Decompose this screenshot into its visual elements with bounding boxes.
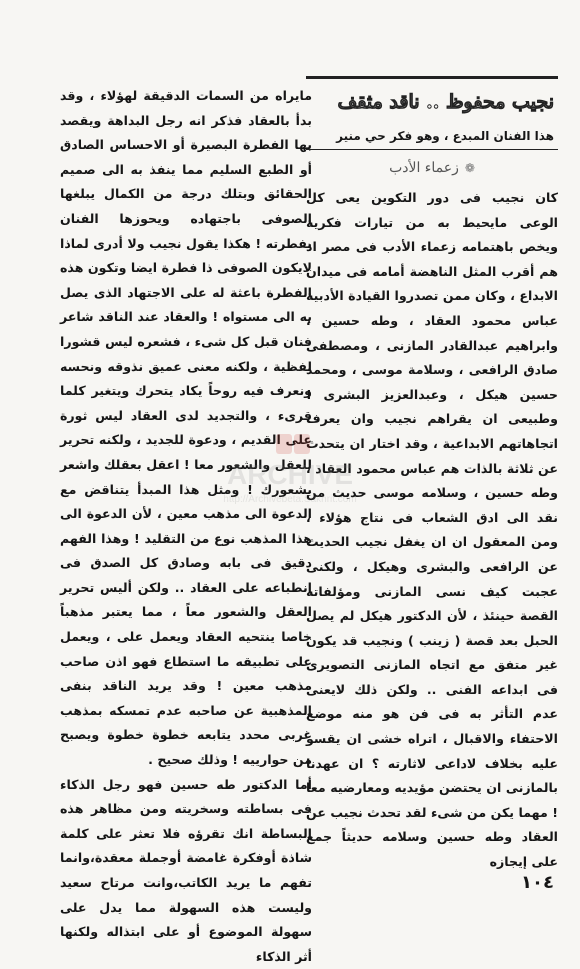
right-column <box>306 76 558 875</box>
article-header <box>306 76 558 150</box>
section-heading <box>306 160 558 176</box>
watermark-text: ARCHIVE <box>226 459 354 490</box>
watermark-url: http://Archivebeta.Sakhrit.com <box>223 494 357 505</box>
body-paragraph: كان نجيب فى دور التكوين يعى كل الوعى مايحيط به من تيارات فكرية ويخص باهتمامه زعماء الأدب فى مصر اذ هم أقرب المثل الناهضة أمامه فى ميدان الابداع ، وكان ممن تصدروا القيادة الأدبية عباس محمود العقاد ، وطه حسين ، وابراهيم عبدالقادر المازنى ، ومصطفى صادق الرافعى ، وسلامة موسى ، ومحمد حسين هيكل ، وعبدالعزيز البشرى ! وطبيعى ان يقراهم نجيب وان يعرف اتجاهاتهم الابداعية ، وقد اختار ان يتحدث عن ثلاثة بالذات هم عباس محمود العقاد ، وطه حسين ، وسلامه موسى حديث من نقد الى ادق الشعاب فى نتاج هؤلاء ، ومن المعقول ان ان يغفل نجيب الحديث عن الرافعى والبشرى وهيكل ، ولكنى عجبت كيف نسى المازنى ومؤلفاته القصة حينئذ ، لأن الدكتور هيكل لم يصل الحبل بعد قصة ( زينب ) ونجيب قد يكون غير متفق مع اتجاه المازنى التصويرى فى ابداعه الفنى .. ولكن ذلك لايعنى عدم التأثر به فى فن هو منه موضع الاحتفاء والاقبال ، اتراه خشى ان يقسو عليه بخلاف لاداعى لاثارته ؟ ان عهدنا بالمازنى ان يحتضن مؤيديه ومعارضيه معا ! مهما يكن من شىء لقد تحدث نجيب عن العقاد وطه حسين وسلامه حديثاً جمع على إيجازه <box>306 190 558 870</box>
article-title: نجيب محفوظ .. ناقد مثقف <box>337 91 554 113</box>
left-column <box>60 84 312 969</box>
body-paragraph: أما الدكتور طه حسين فهو رجل الذكاء فى بساطته وسخريته ومن مظاهر هذه البساطة انك تقرؤه فلا تعثر على كلمة شاذة أوفكرة غامضة أوجملة معقدة،وانما تفهم ما يريد الكاتب،وانت مرتاح سعيد وليست هذه السهولة مما يدل على سهولة الموضوع أو على ابتذاله ولكنها أثر الذكاء <box>60 776 312 964</box>
ornament-icon: ❁ <box>464 161 475 175</box>
body-paragraph: مايراه من السمات الدقيقة لهؤلاء ، وقد بدأ بالعقاد فذكر انه رجل البداهة ويقصد بها الفطرة البصيرة أو الاحساس الصادق أو الطبع السليم مما ينفذ به الى صميم الحقائق وبتلك درجة من الكمال يبلغها الصوفى باجتهاده ويحوزها الفنان بفطرته ! هكذا يقول نجيب ولا أدرى لماذا لايكون الصوفى ذا فطرة ايضا وتكون هذه الفطرة باعثة له على الاجتهاد الذى يصل به الى مستواه ! والعقاد عند الناقد شاعر فنان قبل كل شىء ، فشعره ليس قشورا لفظية ، ولكنه معنى عميق نذوقه ونحسه ونعرف فيه روحاً يكاد يتحرك ويتغير كلما قرىء ، والتجديد لدى العقاد ليس ثورة على القديم ، ودعوة للجديد ، ولكنه تحرير للعقل والشعور معا ! اعقل بعقلك واشعر بشعورك ! ومثل هذا المبدأ يتناقض مع الدعوة الى مذهب معين ، لأن الدعوة الى هذا المذهب نوع من التقليد ! وهذا الفهم دقيق فى بابه وصادق كل الصدق فى انطباعه على العقاد .. ولكن أليس تحرير العقل والشعور معاً ، مما يعتبر مذهباً خاصا ينتحيه العقاد ويعمل على ، ويعمل على تطبيقه ما استطاع فهو اذن صاحب مذهب معين ! وقد يريد الناقد بنفى المذهبية عن صاحبه عدم تمسكه بمذهب غربى محدد يتابعه خطوة خطوة ويصبح من حوارييه ! وذلك صحيح . <box>60 88 312 768</box>
article-subtitle: هذا الفنان المبدع ، وهو فكر حي منير <box>336 129 554 143</box>
page-number: ١٠٤ <box>521 872 554 893</box>
section-heading-text: زعماء الأدب <box>389 160 459 176</box>
